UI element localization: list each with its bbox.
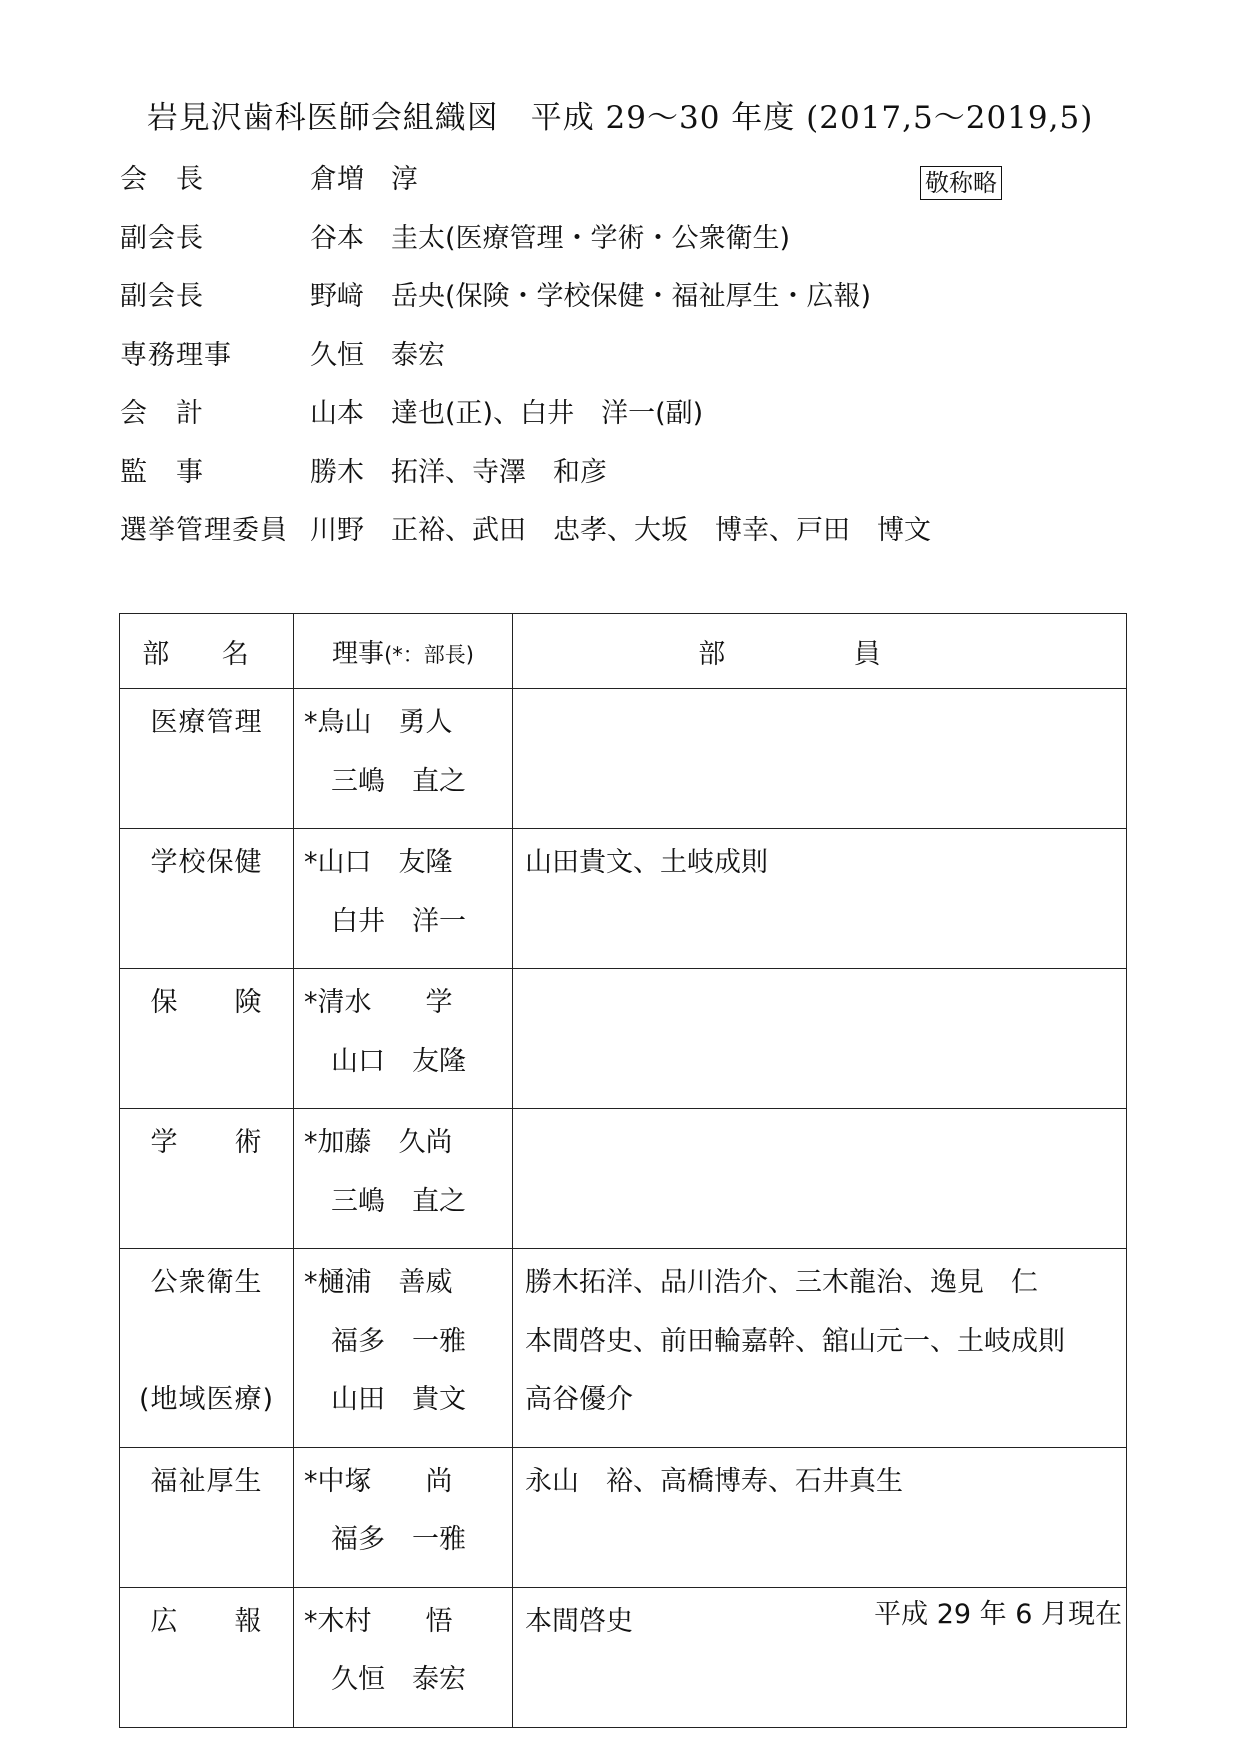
header-dept: 部 名 [120, 614, 294, 689]
members-cell [513, 689, 1127, 829]
header-directors-note: (*：部長) [384, 642, 474, 667]
officer-role: 会 計 [120, 398, 204, 429]
members-line: 永山 裕、高橋博寿、石井真生 [525, 1465, 903, 1497]
dept-cell [120, 689, 294, 829]
officer-row-vice-president-1 [120, 221, 1120, 280]
members-cell [513, 1447, 1127, 1587]
officer-names: 倉増 淳 [310, 164, 418, 195]
officer-row-executive-director [120, 338, 1120, 397]
members-line [513, 1662, 1126, 1721]
director-name: *木村 悟 [304, 1605, 453, 1637]
dept-name: 公衆衛生 [150, 1267, 263, 1298]
director-name: 白井 洋一 [304, 905, 466, 937]
director-name: 山口 友隆 [304, 1045, 466, 1077]
dept-cell [120, 1109, 294, 1249]
officer-role: 専務理事 [120, 339, 232, 371]
dept-subname [120, 904, 293, 963]
director-name: *樋浦 善威 [304, 1267, 453, 1298]
director-name: 三嶋 直之 [304, 765, 466, 797]
members-cell [513, 829, 1127, 969]
dept-cell [120, 1249, 294, 1448]
officer-role: 会 長 [120, 164, 204, 195]
members-line: 本間啓史 [525, 1605, 633, 1637]
director-name: 福多 一雅 [304, 1325, 466, 1357]
header-members: 部 員 [513, 614, 1127, 689]
officer-names: 久恒 泰宏 [310, 339, 445, 371]
department-table [119, 613, 1127, 1728]
members-line: 勝木拓洋、品川浩介、三木龍治、逸見 仁 [525, 1267, 1038, 1298]
officer-row-auditor [120, 455, 1120, 514]
dept-cell [120, 1447, 294, 1587]
dept-subname [120, 764, 293, 823]
members-line [513, 1522, 1126, 1581]
table-header-row [120, 614, 1127, 689]
directors-cell [294, 1447, 513, 1587]
officer-role: 監 事 [120, 456, 204, 488]
dept-subname [120, 1324, 293, 1383]
directors-cell [294, 1109, 513, 1249]
table-row [120, 969, 1127, 1109]
dept-subname [120, 1184, 293, 1243]
dept-name: 保 険 [150, 987, 263, 1018]
director-name: 久恒 泰宏 [304, 1664, 466, 1695]
members-cell [513, 969, 1127, 1109]
members-line: 高谷優介 [525, 1384, 633, 1415]
members-line: 本間啓史、前田輪嘉幹、舘山元一、土岐成則 [525, 1325, 1065, 1357]
members-line [513, 705, 1126, 764]
officer-names: 谷本 圭太(医療管理・学術・公衆衛生) [310, 222, 791, 254]
officer-role: 選挙管理委員 [120, 515, 288, 546]
members-line [513, 1044, 1126, 1103]
as-of-date: 平成 29 年 6 月現在 [874, 1599, 1122, 1630]
director-name: 福多 一雅 [304, 1524, 466, 1555]
officer-names: 川野 正裕、武田 忠孝、大坂 博幸、戸田 博文 [310, 515, 931, 546]
officer-row-president [120, 162, 1120, 221]
officer-role: 副会長 [120, 281, 204, 312]
dept-cell [120, 969, 294, 1109]
directors-cell [294, 689, 513, 829]
members-line [513, 985, 1126, 1044]
directors-cell [294, 1249, 513, 1448]
members-line [513, 1184, 1126, 1243]
dept-name: 医療管理 [150, 707, 263, 738]
dept-subname [120, 1044, 293, 1103]
table-row [120, 829, 1127, 969]
officer-names: 勝木 拓洋、寺澤 和彦 [310, 456, 607, 488]
director-name: *鳥山 勇人 [304, 707, 453, 738]
table-row [120, 689, 1127, 829]
director-name: *加藤 久尚 [304, 1127, 453, 1158]
members-cell [513, 1249, 1127, 1448]
members-line [513, 1125, 1126, 1184]
dept-name: 学 術 [150, 1127, 263, 1158]
director-name: 三嶋 直之 [304, 1185, 466, 1217]
dept-name: 広 報 [150, 1605, 263, 1637]
dept-name: 学校保健 [150, 847, 263, 878]
table-row [120, 1249, 1127, 1448]
directors-cell [294, 969, 513, 1109]
director-name: *山口 友隆 [304, 847, 453, 878]
dept-cell [120, 829, 294, 969]
members-line [513, 904, 1126, 963]
directors-cell [294, 1587, 513, 1727]
dept-subname: (地域医療) [138, 1384, 275, 1415]
members-line [513, 764, 1126, 823]
honorific-note-badge: 敬称略 [920, 166, 1002, 200]
officer-names: 山本 達也(正)、白井 洋一(副) [310, 398, 704, 429]
dept-subname [120, 1662, 293, 1721]
dept-subname [120, 1522, 293, 1581]
table-row [120, 1447, 1127, 1587]
officer-names: 野﨑 岳央(保険・学校保健・福祉厚生・広報) [310, 281, 872, 312]
officer-list [120, 162, 1120, 572]
director-name: *中塚 尚 [304, 1465, 453, 1497]
dept-cell [120, 1587, 294, 1727]
dept-name: 福祉厚生 [150, 1465, 263, 1497]
director-name: *清水 学 [304, 987, 453, 1018]
officer-row-treasurer [120, 396, 1120, 455]
members-cell [513, 1109, 1127, 1249]
directors-cell [294, 829, 513, 969]
table-row [120, 1109, 1127, 1249]
members-line: 山田貴文、土岐成則 [525, 847, 768, 878]
officer-role: 副会長 [120, 222, 204, 254]
officer-row-vice-president-2 [120, 279, 1120, 338]
page-title: 岩見沢歯科医師会組織図 平成 29～30 年度 (2017,5～2019,5) [146, 100, 1094, 136]
director-name: 山田 貴文 [304, 1384, 466, 1415]
officer-row-election-committee [120, 513, 1120, 572]
header-directors: 理事(*：部長) [294, 614, 513, 689]
